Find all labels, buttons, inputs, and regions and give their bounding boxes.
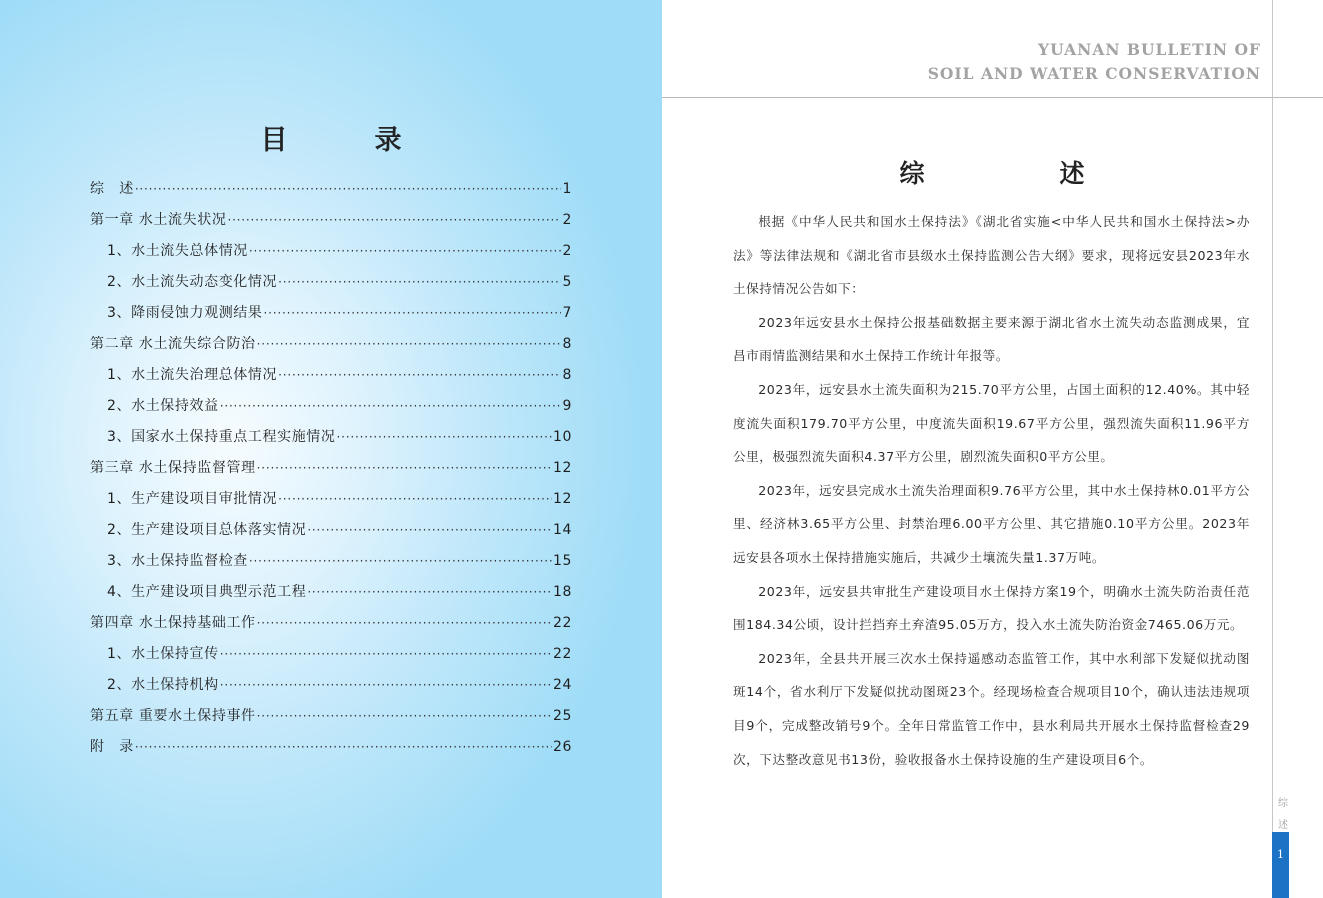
side-label-char: 述 xyxy=(1278,820,1288,831)
toc-entry-label: 第三章 水土保持监督管理 xyxy=(90,460,256,476)
toc-leader-dots xyxy=(220,394,562,419)
side-label-char: 综 xyxy=(1278,798,1288,809)
section-body xyxy=(733,205,1250,776)
toc-entry-label: 1、水土流失治理总体情况 xyxy=(107,367,278,383)
toc-leader-dots xyxy=(220,642,552,667)
toc-leader-dots xyxy=(264,301,562,326)
toc-entry-label: 2、水土保持机构 xyxy=(107,677,219,693)
side-section-label xyxy=(1277,793,1289,837)
toc-entry-page: 22 xyxy=(552,615,572,631)
toc-entry-page: 1 xyxy=(562,181,572,197)
toc-entry-label: 1、生产建设项目审批情况 xyxy=(107,491,278,507)
toc-entry-page: 15 xyxy=(552,553,572,569)
toc-entry-page: 26 xyxy=(552,739,572,755)
margin-divider xyxy=(1272,0,1273,898)
toc-entry[interactable] xyxy=(90,518,572,549)
toc-entry[interactable] xyxy=(90,425,572,456)
toc-entry-label: 2、水土保持效益 xyxy=(107,398,219,414)
toc-entry-page: 2 xyxy=(562,212,572,228)
toc-entry[interactable] xyxy=(90,487,572,518)
toc-title: 目 录 xyxy=(260,125,432,156)
toc-entry[interactable] xyxy=(90,735,572,766)
toc-leader-dots xyxy=(257,611,552,636)
toc-entry[interactable] xyxy=(90,208,572,239)
toc-entry-page: 7 xyxy=(562,305,572,321)
toc-entry-label: 2、水土流失动态变化情况 xyxy=(107,274,278,290)
paragraph: 2023年，远安县共审批生产建设项目水土保持方案19个，明确水土流失防治责任范围184.34公顷，设计拦挡弃土弃渣95.05万方，投入水土流失防治资金7465.06万元。 xyxy=(733,583,1250,633)
toc-entry-page: 10 xyxy=(552,429,572,445)
toc-entry-page: 12 xyxy=(552,491,572,507)
toc-entry-label: 第二章 水土流失综合防治 xyxy=(90,336,256,352)
toc-entry-label: 3、国家水土保持重点工程实施情况 xyxy=(107,429,336,445)
toc-entry-label: 3、水土保持监督检查 xyxy=(107,553,248,569)
toc-entry[interactable] xyxy=(90,673,572,704)
toc-entry-label: 第五章 重要水土保持事件 xyxy=(90,708,256,724)
toc-entry[interactable] xyxy=(90,456,572,487)
toc-entry[interactable] xyxy=(90,642,572,673)
toc-leader-dots xyxy=(307,580,552,605)
toc-entry[interactable] xyxy=(90,363,572,394)
toc-entry[interactable] xyxy=(90,549,572,580)
toc-entry-page: 18 xyxy=(552,584,572,600)
toc-entry-label: 3、降雨侵蚀力观测结果 xyxy=(107,305,263,321)
toc-leader-dots xyxy=(257,704,552,729)
toc-leader-dots xyxy=(278,363,561,388)
toc-entry[interactable] xyxy=(90,394,572,425)
toc-leader-dots xyxy=(257,332,562,357)
toc-entry[interactable] xyxy=(90,611,572,642)
toc-entry-label: 第四章 水土保持基础工作 xyxy=(90,615,256,631)
toc-entry-label: 4、生产建设项目典型示范工程 xyxy=(107,584,307,600)
paragraph: 2023年，远安县完成水土流失治理面积9.76平方公里，其中水土保持林0.01平方公里、经济林3.65平方公里、封禁治理6.00平方公里、其它措施0.10平方公里。2023年远安县各项水土保持措施实施后，共减少土壤流失量1.37万吨。 xyxy=(733,482,1250,565)
toc-entry-page: 25 xyxy=(552,708,572,724)
paragraph: 2023年，远安县水土流失面积为215.70平方公里，占国土面积的12.40%。其中轻度流失面积179.70平方公里，中度流失面积19.67平方公里，强烈流失面积11.96平方公里，极强烈流失面积4.37平方公里，剧烈流失面积0平方公里。 xyxy=(733,381,1250,465)
toc-leader-dots xyxy=(135,177,562,202)
toc-entry[interactable] xyxy=(90,239,572,270)
toc-leader-dots xyxy=(249,549,552,574)
toc-entry-label: 1、水土保持宣传 xyxy=(107,646,219,662)
toc-entry[interactable] xyxy=(90,270,572,301)
toc-entry[interactable] xyxy=(90,580,572,611)
toc-leader-dots xyxy=(249,239,562,264)
toc-entry[interactable] xyxy=(90,704,572,735)
toc-entry-page: 9 xyxy=(562,398,572,414)
toc-leader-dots xyxy=(337,425,552,450)
toc-entry-page: 8 xyxy=(562,367,572,383)
toc-entry-label: 附 录 xyxy=(90,739,134,755)
toc-entry-page: 8 xyxy=(562,336,572,352)
paragraph: 2023年远安县水土保持公报基础数据主要来源于湖北省水土流失动态监测成果，宜昌市雨情监测结果和水土保持工作统计年报等。 xyxy=(733,314,1250,364)
toc-leader-dots xyxy=(227,208,561,233)
toc-entry-page: 5 xyxy=(562,274,572,290)
toc-entry-page: 12 xyxy=(552,460,572,476)
toc-entry-label: 1、水土流失总体情况 xyxy=(107,243,248,259)
toc-entry[interactable] xyxy=(90,332,572,363)
toc-entry[interactable] xyxy=(90,177,572,208)
toc-leader-dots xyxy=(278,487,552,512)
toc-entry-page: 2 xyxy=(562,243,572,259)
toc-entry-label: 综 述 xyxy=(90,181,134,197)
bulletin-header-line1: YUANAN BULLETIN OF xyxy=(1038,40,1261,59)
toc-list xyxy=(90,177,572,766)
toc-leader-dots xyxy=(135,735,552,760)
toc-leader-dots xyxy=(307,518,552,543)
content-page xyxy=(662,0,1323,898)
toc-leader-dots xyxy=(220,673,552,698)
toc-entry[interactable] xyxy=(90,301,572,332)
paragraph: 2023年，全县共开展三次水土保持遥感动态监管工作，其中水利部下发疑似扰动图斑14个，省水利厅下发疑似扰动图斑23个。经现场检查合规项目10个，确认违法违规项目9个，完成整改销号9个。全年日常监管工作中，县水利局共开展水土保持监督检查29次，下达整改意见书13份，验收报备水土保持设施的生产建设项目6个。 xyxy=(733,650,1250,767)
toc-entry-label: 2、生产建设项目总体落实情况 xyxy=(107,522,307,538)
paragraph: 根据《中华人民共和国水土保持法》《湖北省实施<中华人民共和国水土保持法>办法》等法律法规和《湖北省市县级水土保持监测公告大纲》要求，现将远安县2023年水土保持情况公告如下： xyxy=(733,214,1250,297)
bulletin-header-line2: SOIL AND WATER CONSERVATION xyxy=(927,64,1261,83)
toc-leader-dots xyxy=(257,456,552,481)
toc-entry-label: 第一章 水土流失状况 xyxy=(90,212,227,228)
bulletin-header xyxy=(928,38,1261,86)
header-divider xyxy=(662,97,1323,98)
toc-entry-page: 14 xyxy=(552,522,572,538)
section-title: 综 述 xyxy=(899,159,1140,188)
page-number-tab: 1 xyxy=(1272,832,1289,898)
toc-entry-page: 24 xyxy=(552,677,572,693)
toc-leader-dots xyxy=(278,270,561,295)
toc-entry-page: 22 xyxy=(552,646,572,662)
